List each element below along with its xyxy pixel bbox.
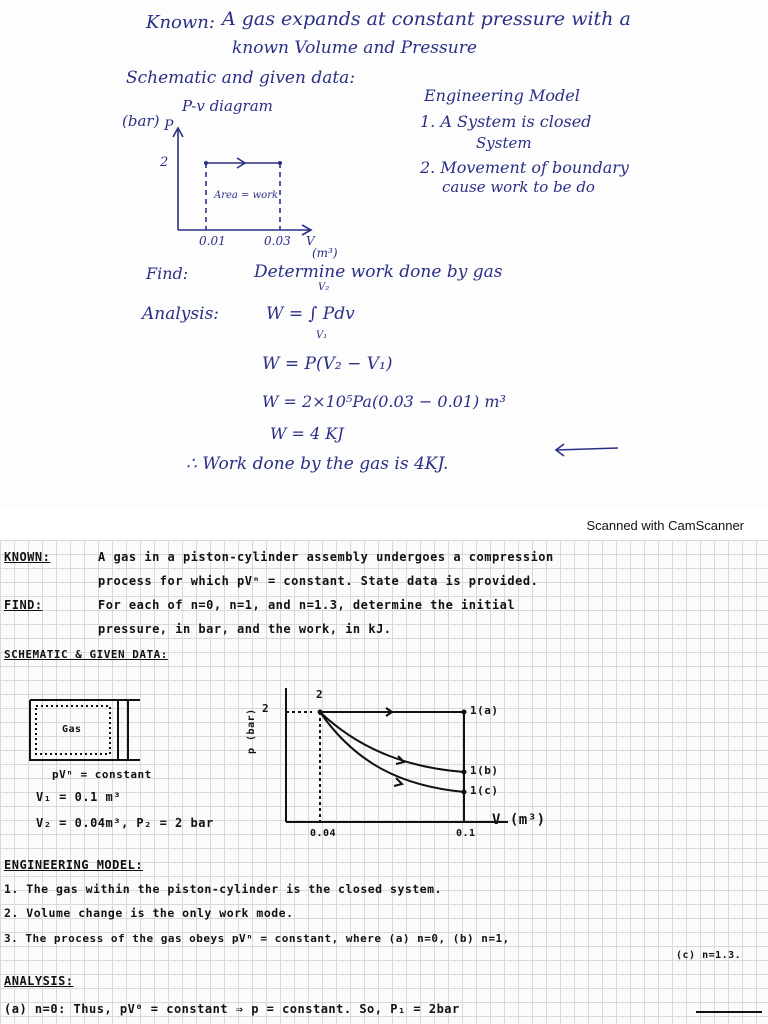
notebook-page-1 [0,0,768,508]
model-item-2-cont: cause work to be do [442,178,595,196]
state-2-marker [318,710,323,715]
v1-tick: 0.01 [199,234,226,248]
analysis-pointer-line [696,1006,762,1018]
model-item-2: 2. Movement of boundary [420,158,629,177]
pvn-constant: pVⁿ = constant [52,768,152,781]
axis-v-label: V [306,234,315,248]
graph-label-1c: 1(c) [470,784,499,797]
integral-lower-limit: V₁ [316,330,328,341]
model-title: Engineering Model [424,86,580,105]
cylinder-bottom-wall [30,700,140,760]
model-item-1: 1. A System is closed [420,112,592,131]
state-1b-marker [462,770,467,775]
state-2-point [278,161,282,165]
area-label: Area = work [214,190,279,201]
graph-paper-page-2 [0,540,768,1024]
n13-direction-arrow [394,778,402,786]
graph-x-tick-004: 0.04 [310,828,337,839]
model-label-2: ENGINEERING MODEL: [4,858,144,872]
find-line-1-2: For each of n=0, n=1, and n=1.3, determine the initial [98,598,516,612]
v2-p2-value: V₂ = 0.04m³, P₂ = 2 bar [36,816,214,830]
find-line-2-2: pressure, in bar, and the work, in kJ. [98,622,392,636]
conclusion: ∴ Work done by the gas is 4KJ. [186,454,449,474]
graph-state-2-label: 2 [316,688,324,701]
v1-value: V₁ = 0.1 m³ [36,790,121,804]
model-item-1-2: 1. The gas within the piston-cylinder is the closed system. [4,882,442,896]
model-item-2-2: 2. Volume change is the only work mode. [4,906,294,920]
find-label: Find: [146,264,189,283]
state-1c-marker [462,790,467,795]
gas-label: Gas [62,724,82,735]
graph-label-1a: 1(a) [470,704,499,717]
known-line-2-2: process for which pVⁿ = constant. State data is provided. [98,574,539,588]
equation-4: W = 4 KJ [270,424,344,443]
conclusion-arrow-icon [552,440,622,460]
piston-cylinder [26,698,146,768]
analysis-case-a: (a) n=0: Thus, pV⁰ = constant ⇒ p = constant. So, P₁ = 2bar [4,1002,460,1016]
curve-n13 [320,712,464,792]
pv-diagram-title: P-v diagram [182,97,273,115]
integral-upper-limit: V₂ [318,282,330,293]
find-text: Determine work done by gas [254,262,503,282]
state-1-point [204,161,208,165]
p-value: 2 [160,155,169,170]
model-item-3-2: 3. The process of the gas obeys pVⁿ = constant, where (a) n=0, (b) n=1, [4,932,510,945]
known-line-1-2: A gas in a piston-cylinder assembly undergoes a compression [98,550,554,564]
model-item-1-cont: System [476,134,532,152]
known-label: Known: [146,12,215,33]
model-item-3-cont: (c) n=1.3. [676,950,742,961]
graph-label-1b: 1(b) [470,764,499,777]
v2-tick: 0.03 [264,234,291,248]
state-1a-marker [462,710,467,715]
analysis-label: Analysis: [142,304,220,324]
graph-x-label: V (m³) [492,812,546,828]
graph-p2-label: 2 [262,702,270,715]
known-line-2: known Volume and Pressure [232,38,477,58]
known-label-2: KNOWN: [4,550,51,564]
graph-x-tick-01: 0.1 [456,828,476,839]
graph-y-label: p (bar) [246,708,257,754]
schematic-label-2: SCHEMATIC & GIVEN DATA: [4,648,168,661]
equation-1: W = ∫ Pdv [266,304,355,324]
v-unit: (m³) [312,246,338,260]
curve-n1 [320,712,464,772]
analysis-label-2: ANALYSIS: [4,974,74,988]
find-label-2: FIND: [4,598,43,612]
schematic-label: Schematic and given data: [126,68,356,88]
axis-p-label: P [164,118,174,134]
equation-2: W = P(V₂ − V₁) [262,354,393,374]
scanner-watermark: Scanned with CamScanner [586,518,744,533]
equation-3: W = 2×10⁵Pa(0.03 − 0.01) m³ [262,392,506,411]
known-line-1: A gas expands at constant pressure with a [222,8,631,30]
axis-unit: (bar) [122,112,160,130]
